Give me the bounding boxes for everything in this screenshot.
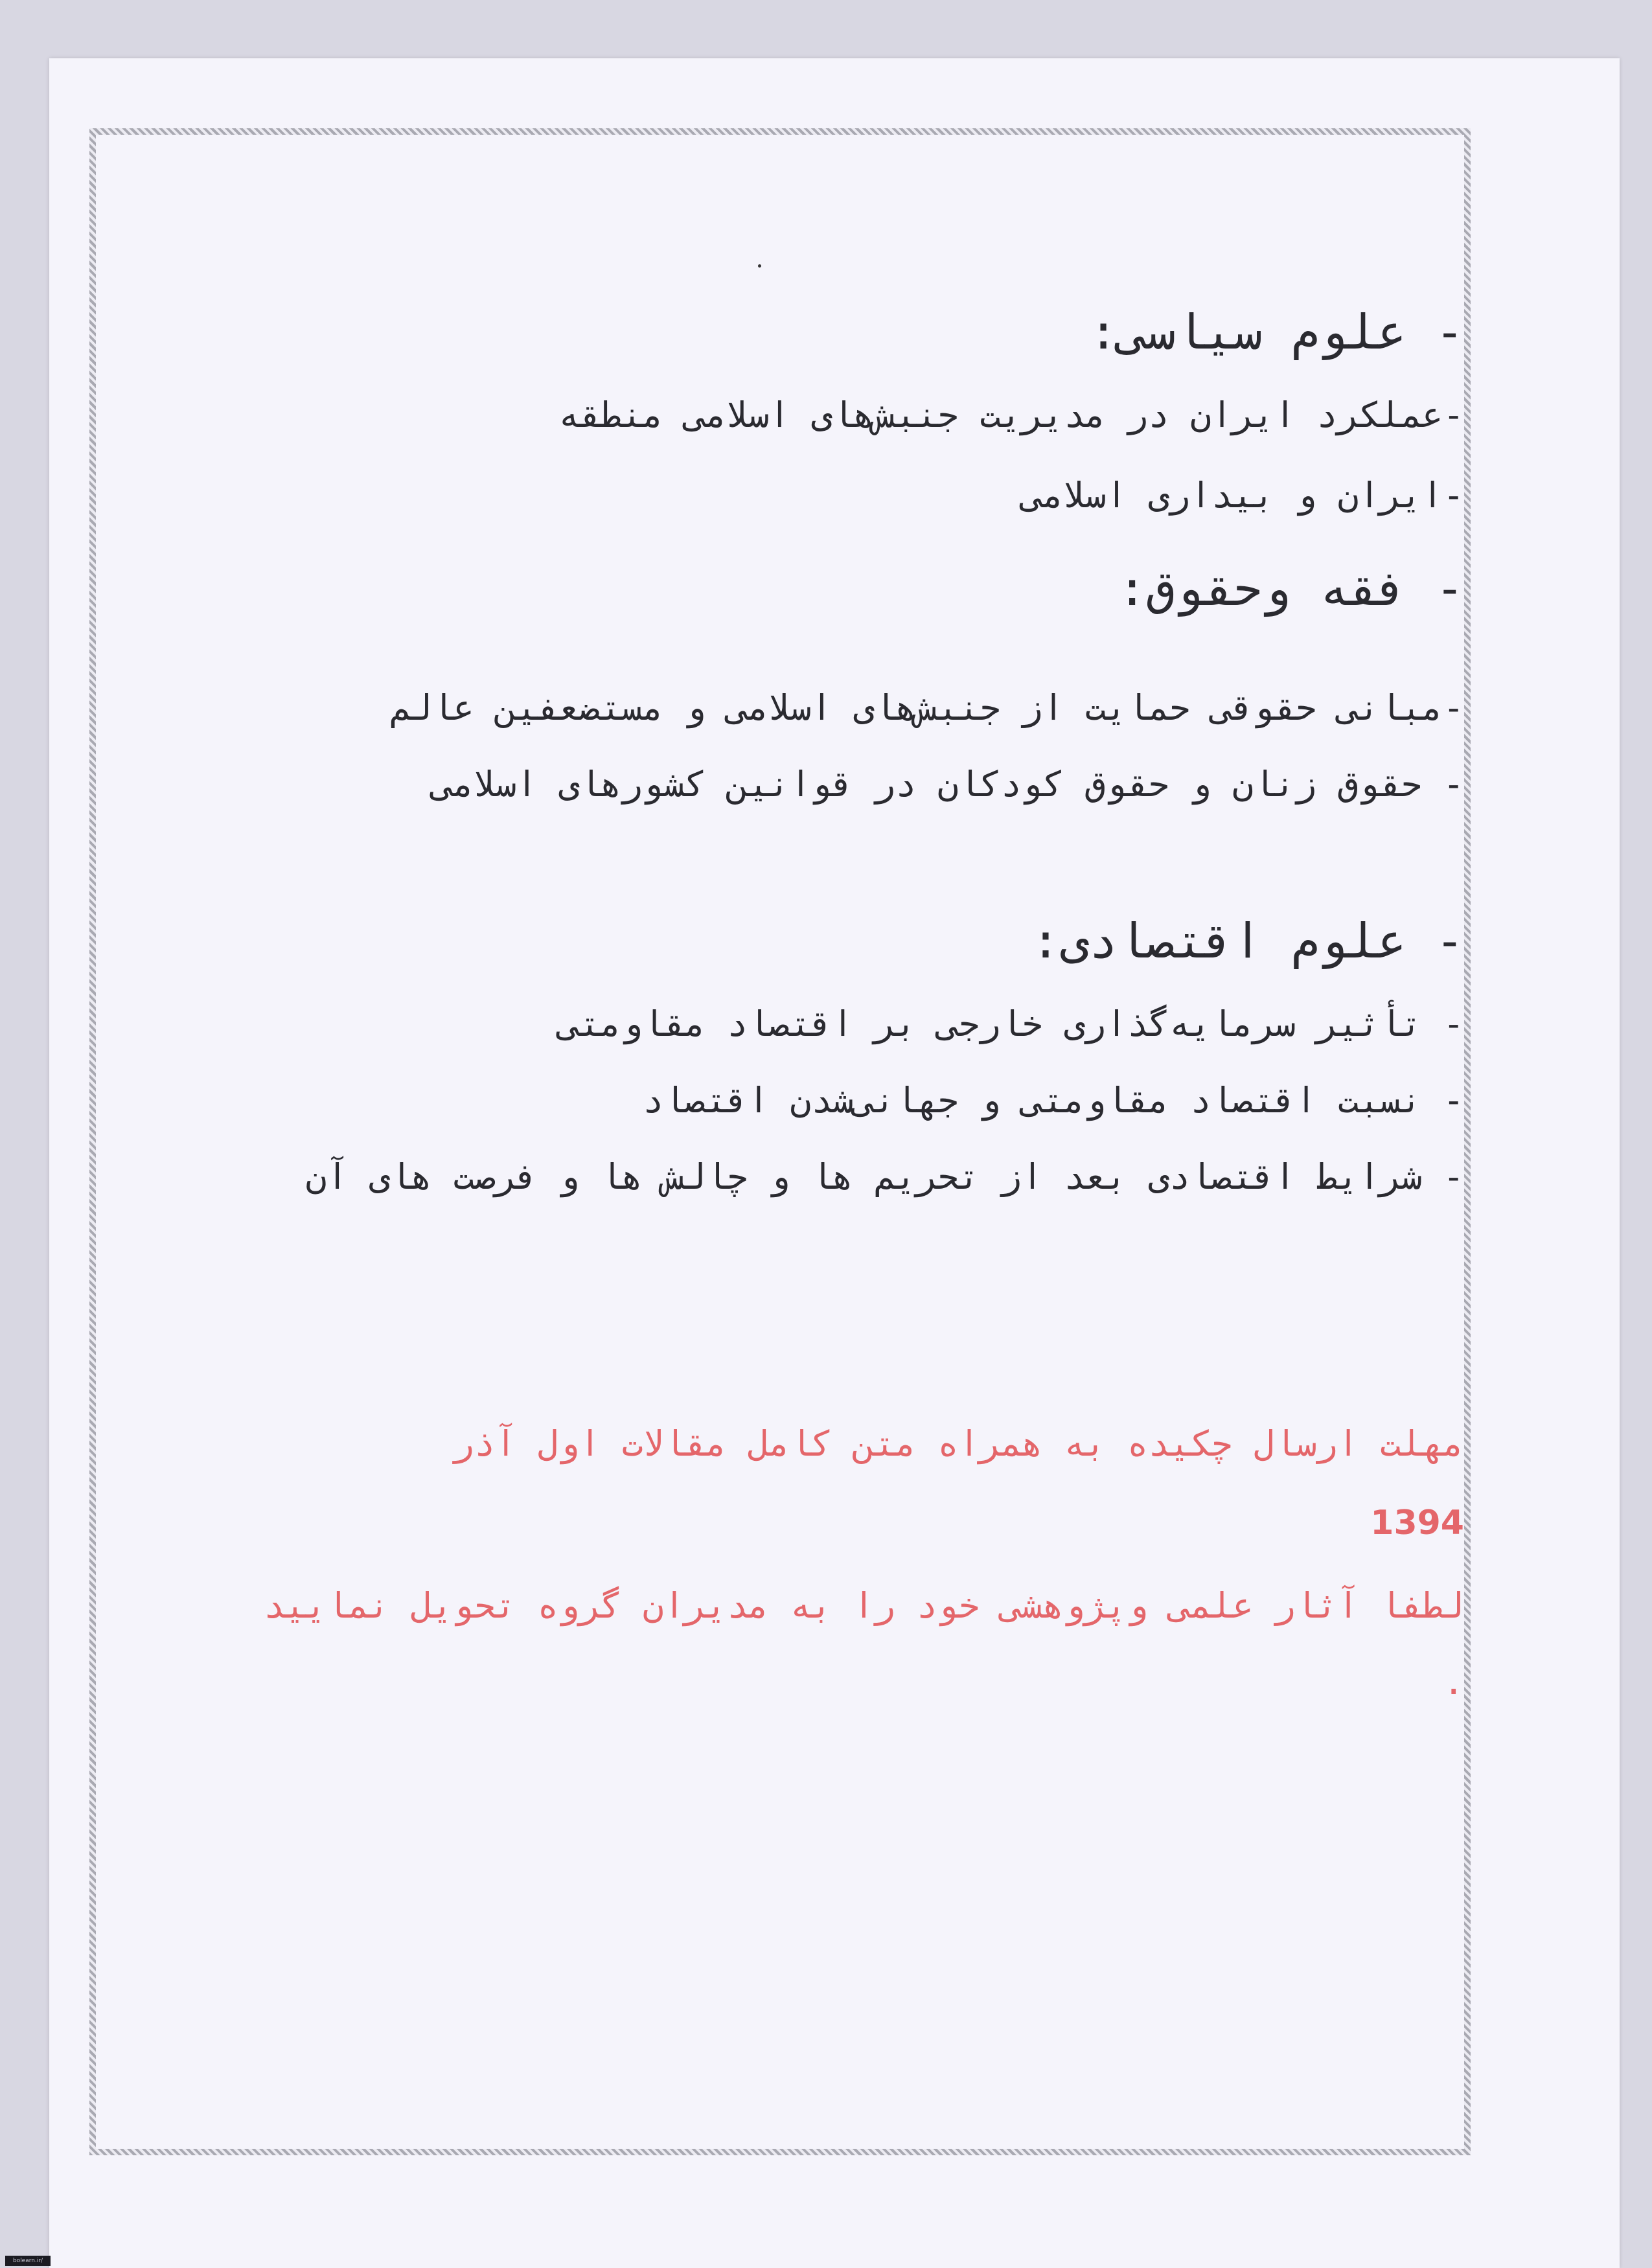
submission-request: لطفا آثار علمی وپژوهشی خود را به مدیران گروه تحویل نمایید . <box>263 1585 1464 1702</box>
economics-item-2: - نسبت اقتصاد مقاومتی و جهانی‌شدن اقتصاد <box>643 1080 1464 1121</box>
submission-year: 1394 <box>1370 1504 1464 1542</box>
law-item-1: -مبانی حقوقی حمایت از جنبش‌های اسلامی و مستضعفین عالم <box>389 687 1464 728</box>
section-title-economics: - علوم اقتصادی: <box>1031 913 1464 969</box>
section-title-political: - علوم سیاسی: <box>1088 304 1464 360</box>
political-item-1: -عملکرد ایران در مدیریت جنبش‌های اسلامی منطقه <box>558 395 1464 435</box>
submission-deadline: مهلت ارسال چکیده به همراه متن کامل مقالات اول آذر <box>453 1423 1464 1464</box>
section-title-law: - فقه وحقوق: <box>1118 561 1464 617</box>
political-item-2: -ایران و بیداری اسلامی <box>1022 475 1464 516</box>
law-item-2: - حقوق زنان و حقوق کودکان در قوانین کشورهای اسلامی <box>431 764 1464 805</box>
watermark-stamp: bolearn.ir/ <box>5 2256 51 2266</box>
ink-speck <box>758 264 761 268</box>
economics-item-1: - تأثیر سرمایه‌گذاری خارجی بر اقتصاد مقاومتی <box>558 1003 1464 1044</box>
economics-item-3: - شرایط اقتصادی بعد از تحریم ها و چالش ها و فرصت های آن <box>305 1156 1464 1197</box>
